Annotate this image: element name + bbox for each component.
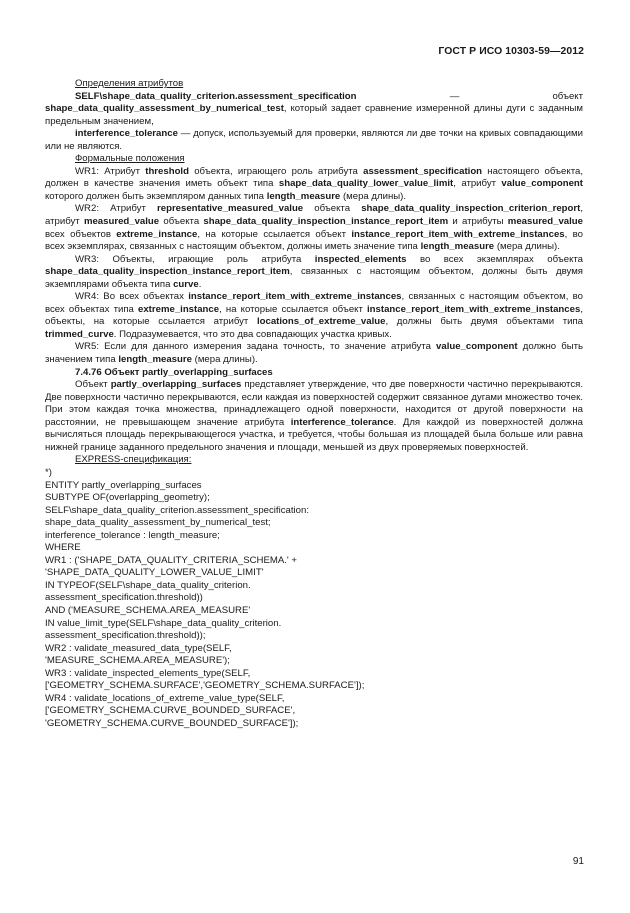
code-line: *) — [45, 466, 52, 478]
attribute-assessment-specification: SELF\shape_data_quality_criterion.assessment_specification — объект shape_data_quality_assessment_by_numerical_test, который задает сравнение измеренной длины дуги с заданным предельным значением, — [45, 90, 583, 127]
code-line: WR1 : ('SHAPE_DATA_QUALITY_CRITERIA_SCHEMA.' + — [45, 554, 298, 566]
rule-wr3: WR3: Объекты, играющие роль атрибута inspected_elements во всех экземплярах объекта shape_data_quality_inspection_instance_report_item, связанных с настоящим объектом, должны быть двумя экземплярами объекта типа curve. — [45, 253, 584, 290]
express-code-block — [45, 467, 583, 730]
code-line: ['GEOMETRY_SCHEMA.CURVE_BOUNDED_SURFACE', — [45, 705, 296, 717]
rule-wr1: WR1: Атрибут threshold объекта, играющего роль атрибута assessment_specification настоящего объекта, должен в качестве значения иметь объект типа shape_data_quality_lower_value_limit, атрибут value_component которого должен быть экземпляром данных типа length_measure (мера длины). — [45, 165, 583, 202]
code-line: interference_tolerance : length_measure; — [45, 529, 220, 541]
code-line: 'GEOMETRY_SCHEMA.CURVE_BOUNDED_SURFACE']); — [45, 717, 299, 729]
page-header-standard-code: ГОСТ Р ИСО 10303-59—2012 — [438, 46, 584, 57]
code-line: shape_data_quality_assessment_by_numerical_test; — [45, 517, 271, 529]
express-specification-heading: EXPRESS-спецификация: — [75, 454, 192, 466]
code-line: assessment_specification.threshold)) — [45, 592, 203, 604]
code-line: IN TYPEOF(SELF\shape_data_quality_criterion. — [45, 579, 251, 591]
code-line: 'SHAPE_DATA_QUALITY_LOWER_VALUE_LIMIT' — [45, 567, 264, 579]
rule-wr5: WR5: Если для данного измерения задана точность, то значение атрибута value_component должно быть значением типа length_measure (мера длины). — [45, 341, 583, 366]
code-line: IN value_limit_type(SELF\shape_data_quality_criterion. — [45, 617, 282, 629]
rule-wr2: WR2: Атрибут representative_measured_value объекта shape_data_quality_inspection_criterion_report, атрибут measured_value объекта shape_data_quality_inspection_instance_report_item и атрибуты measured_value всех объектов extreme_instance, на которые ссылается объект instance_report_item_with_extreme_instances, во всех экземплярах, связанных с настоящим объектом, должны иметь значение типа length_measure (мера длины). — [45, 203, 583, 253]
code-line: assessment_specification.threshold)); — [45, 630, 206, 642]
code-line: WR2 : validate_measured_data_type(SELF, — [45, 642, 232, 654]
code-line: SUBTYPE OF(overlapping_geometry); — [45, 492, 210, 504]
section-intro-paragraph: Объект partly_overlapping_surfaces представляет утверждение, что две поверхности частично перекрываются. Две поверхности частично перекрываются, если каждая из поверхностей содержит связанное дугами множество точек. При этом каждая точка множества, принадлежащего одной поверхности, находится от другой поверхности на расстоянии, не превышающем значение атрибута interference_tolerance. Для каждой из поверхностей должна вычисляться площадь перекрывающегося участка, и требуется, чтобы большая из площадей была больше или равна нижней границе заданного предельного значения и площади, меньшей из двух проверяемых поверхностей. — [45, 379, 583, 453]
code-line: 'MEASURE_SCHEMA.AREA_MEASURE'); — [45, 655, 230, 667]
formal-propositions-heading: Формальные положения — [75, 153, 185, 165]
code-line: WHERE — [45, 542, 81, 554]
code-line: SELF\shape_data_quality_criterion.assessment_specification: — [45, 504, 309, 516]
code-line: WR3 : validate_inspected_elements_type(SELF, — [45, 667, 251, 679]
code-line: AND ('MEASURE_SCHEMA.AREA_MEASURE' — [45, 604, 251, 616]
attribute-definitions-heading: Определения атрибутов — [75, 78, 184, 89]
code-line: WR4 : validate_locations_of_extreme_value_type(SELF, — [45, 692, 285, 704]
attribute-interference-tolerance: interference_tolerance — допуск, используемый для проверки, являются ли две точки на кривых совпадающими или не являются. — [45, 128, 583, 152]
code-line: ['GEOMETRY_SCHEMA.SURFACE','GEOMETRY_SCHEMA.SURFACE']); — [45, 680, 365, 692]
page-content — [45, 78, 583, 730]
section-title: 7.4.76 Объект partly_overlapping_surfaces — [75, 366, 273, 378]
page-number: 91 — [572, 856, 584, 867]
rule-wr4: WR4: Во всех объектах instance_report_item_with_extreme_instances, связанных с настоящим объектом, во всех объектах типа extreme_instance, на которые ссылается объект instance_report_item_with_extreme_instances, объекты, на которые ссылается атрибут locations_of_extreme_value, должны быть двумя объектами типа trimmed_curve. Подразумевается, что это два совпадающих участка кривых. — [45, 291, 583, 340]
code-line: ENTITY partly_overlapping_surfaces — [45, 479, 202, 491]
